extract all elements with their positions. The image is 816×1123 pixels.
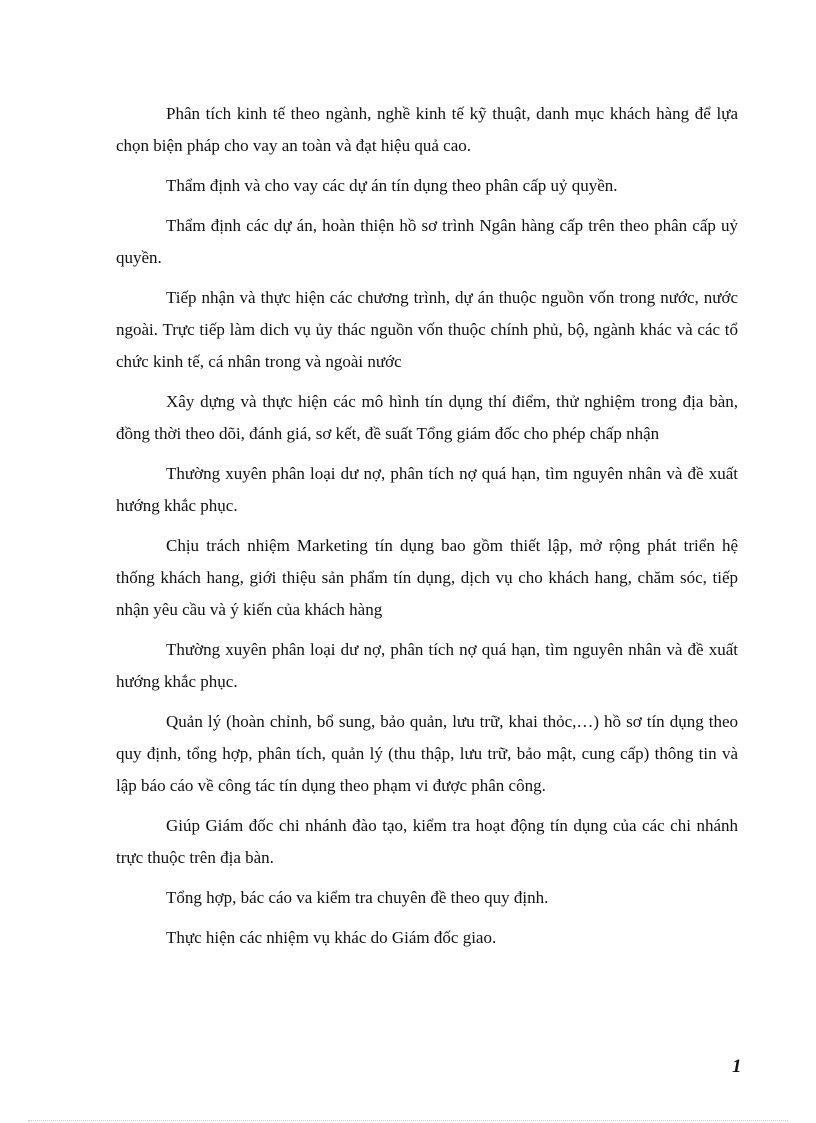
paragraph: Tổng hợp, bác cáo va kiểm tra chuyên đề theo quy định. [166,888,549,907]
paragraph: Thẩm định các dự án, hoàn thiện hồ sơ trình Ngân hàng cấp trên theo phân cấp uỷ quyền. [116,216,738,267]
page-number: 1 [732,1056,742,1077]
paragraph: Thường xuyên phân loại dư nợ, phân tích nợ quá hạn, tìm nguyên nhân và đề xuất hướng khắc phục. [116,464,738,515]
paragraph: Thẩm định và cho vay các dự án tín dụng theo phân cấp uỷ quyền. [166,176,618,195]
paragraph: Tiếp nhận và thực hiện các chương trình, dự án thuộc nguồn vốn trong nước, nước ngoài. Trực tiếp làm dich vụ ủy thác nguồn vốn thuộc chính phủ, bộ, ngành khác và các tổ chức kinh tế, cá nhân trong và ngoài nước [116,288,738,371]
paragraph: Xây dựng và thực hiện các mô hình tín dụng thí điểm, thử nghiệm trong địa bàn, đồng thời theo dõi, đánh giá, sơ kết, đề suất Tổng giám đốc cho phép chấp nhận [116,392,738,443]
paragraph: Quản lý (hoàn chỉnh, bổ sung, bảo quản, lưu trữ, khai thỏc,…) hồ sơ tín dụng theo quy định, tổng hợp, phân tích, quản lý (thu thập, lưu trữ, bảo mật, cung cấp) thông tin và lập báo cáo về công tác tín dụng theo phạm vi được phân công. [116,712,738,795]
paragraph: Thực hiện các nhiệm vụ khác do Giám đốc giao. [166,928,497,947]
paragraph: Phân tích kinh tế theo ngành, nghề kinh tế kỹ thuật, danh mục khách hàng để lựa chọn biện pháp cho vay an toàn và đạt hiệu quả cao. [116,104,738,155]
document-body [116,98,738,962]
paragraph: Thường xuyên phân loại dư nợ, phân tích nợ quá hạn, tìm nguyên nhân và đề xuất hướng khắc phục. [116,640,738,691]
page-bottom-divider [28,1120,788,1121]
paragraph: Giúp Giám đốc chi nhánh đào tạo, kiểm tra hoạt động tín dụng của các chi nhánh trực thuộc trên địa bàn. [116,816,738,867]
paragraph: Chịu trách nhiệm Marketing tín dụng bao gồm thiết lập, mở rộng phát triển hệ thống khách hang, giới thiệu sản phẩm tín dụng, dịch vụ cho khách hang, chăm sóc, tiếp nhận yêu cầu và ý kiến của khách hàng [116,536,738,619]
